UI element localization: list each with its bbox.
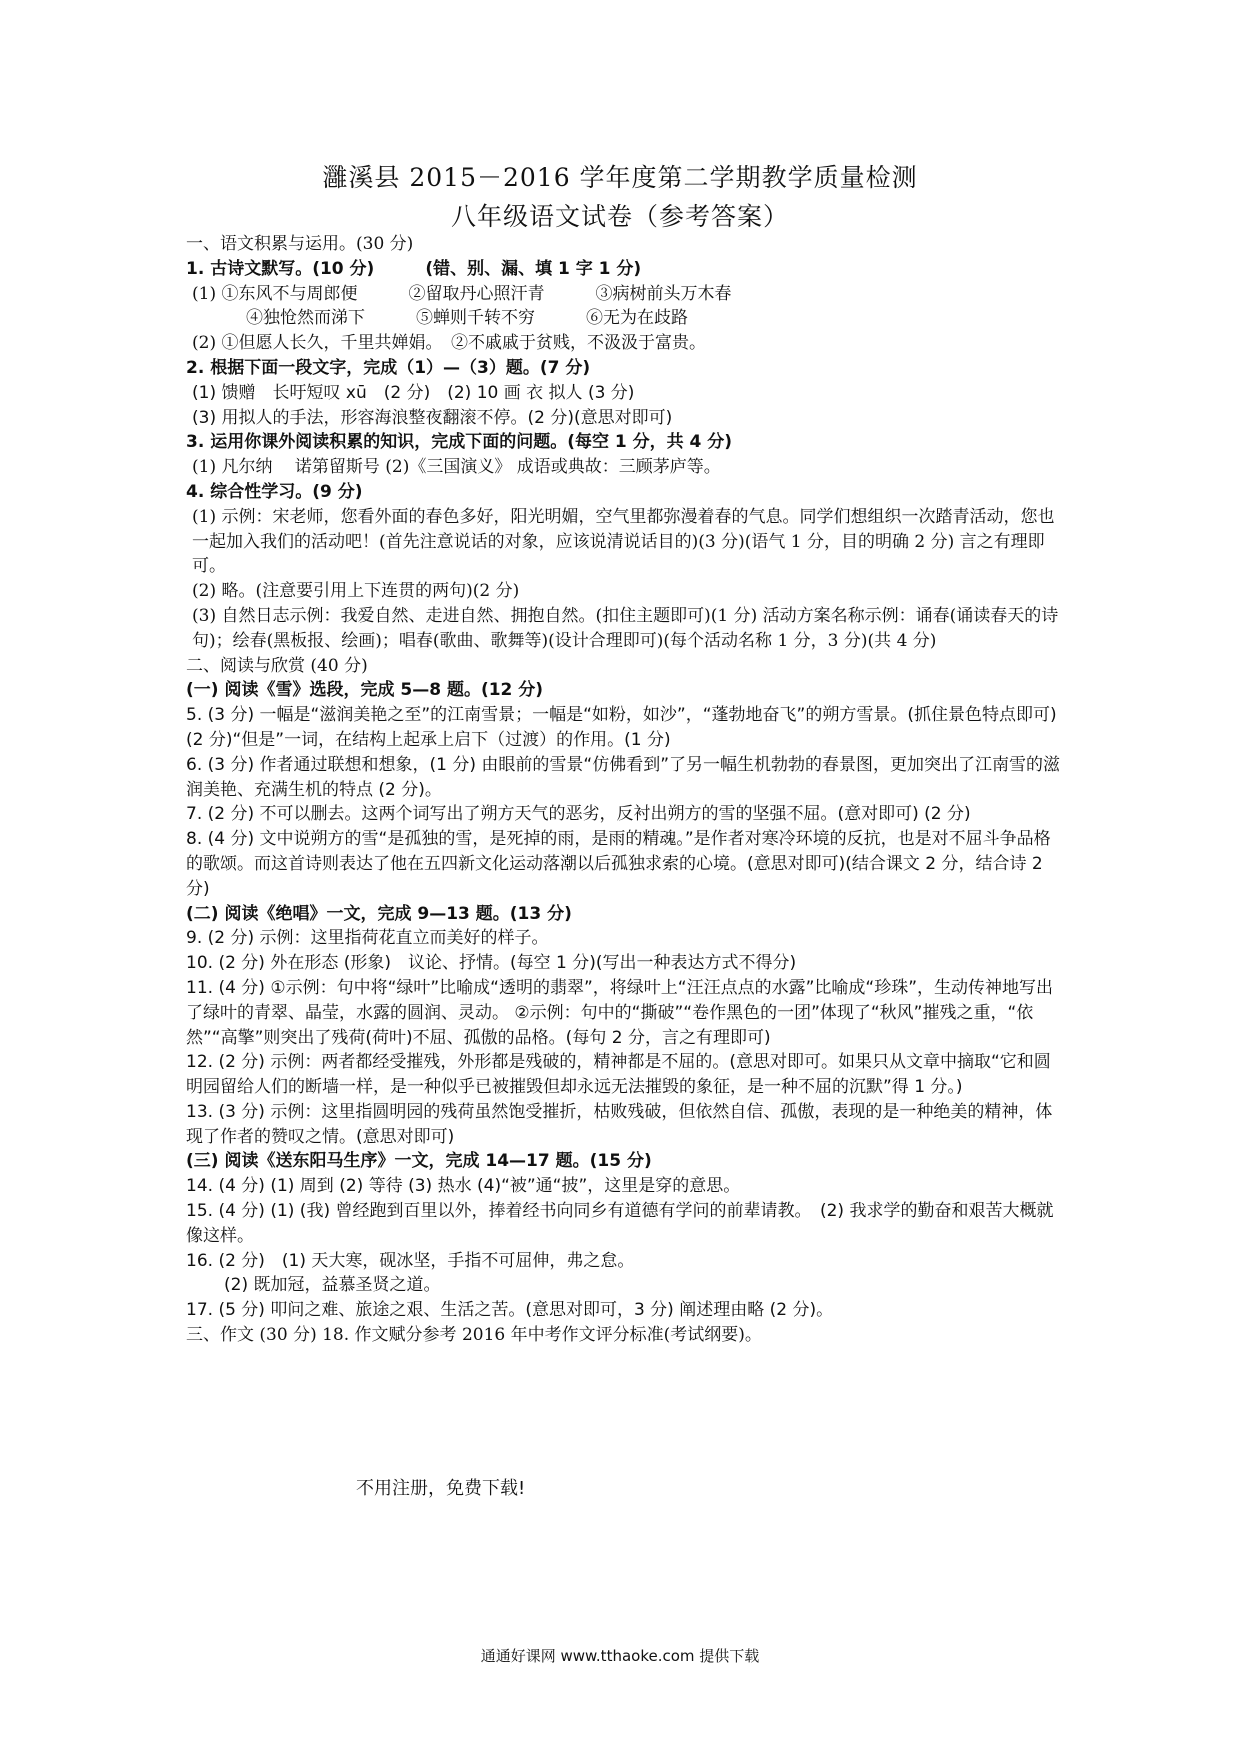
question-heading: (三) 阅读《送东阳马生序》一文，完成 14—17 题。(15 分)	[186, 1151, 652, 1172]
answer-line: (1) 馈赠 长吁短叹 xū (2 分) (2) 10 画 衣 拟人 (3 分)	[192, 382, 635, 403]
answer-line: (2) ①但愿人长久，千里共婵娟。 ②不戚戚于贫贱，不汲汲于富贵。	[192, 333, 706, 354]
question-heading: (一) 阅读《雪》选段，完成 5—8 题。(12 分)	[186, 680, 544, 701]
answer-line: ④独怆然而涕下 ⑤蝉则千转不穷 ⑥无为在歧路	[246, 308, 688, 329]
answer-paragraph: 7. (2 分) 不可以删去。这两个词写出了朔方天气的恶劣，反衬出朔方的雪的坚强不屈。(意对即可) (2 分)	[186, 804, 971, 825]
question-heading: 2. 根据下面一段文字，完成（1）—（3）题。(7 分)	[186, 357, 591, 378]
question-heading: 1. 古诗文默写。(10 分) (错、别、漏、填 1 字 1 分)	[186, 258, 642, 279]
answer-paragraph: 6. (3 分) 作者通过联想和想象，(1 分) 由眼前的雪景“仿佛看到”了另一幅生机勃勃的春景图，更加突出了江南雪的滋润美艳、充满生机的特点 (2 分)。	[186, 754, 1061, 800]
answer-line: 17. (5 分) 叩问之难、旅途之艰、生活之苦。(意思对即可，3 分) 阐述理由略 (2 分)。	[186, 1300, 834, 1321]
answer-line: (3) 用拟人的手法，形容海浪整夜翻滚不停。(2 分)(意思对即可)	[192, 407, 673, 428]
answer-line: 16. (2 分) (1) 天大寒，砚冰坚，手指不可屈伸，弗之怠。	[186, 1250, 635, 1271]
answer-line: (2) 略。(注意要引用上下连贯的两句)(2 分)	[192, 581, 520, 602]
answer-line: (2) 既加冠，益慕圣贤之道。	[224, 1275, 441, 1296]
section-heading: 一、语文积累与运用。(30 分)	[186, 234, 414, 254]
answer-paragraph: (3) 自然日志示例：我爱自然、走进自然、拥抱自然。(扣住主题即可)(1 分) 活动方案名称示例：诵春(诵读春天的诗句)；绘春(黑板报、绘画)；唱春(歌曲、歌舞等)(设计合理即可)(每个活动名称 1 分，3 分)(共 4 分)	[192, 605, 1059, 651]
answer-paragraph: (1) 示例：宋老师，您看外面的春色多好，阳光明媚，空气里都弥漫着春的气息。同学们想组织一次踏青活动，您也一起加入我们的活动吧！(首先注意说话的对象，应该说清说话目的)(3 分)(语气 1 分，目的明确 2 分) 言之有理即可。	[192, 506, 1055, 577]
question-heading: 4. 综合性学习。(9 分)	[186, 481, 363, 502]
document-subtitle: 八年级语文试卷（参考答案）	[450, 202, 789, 231]
answer-line: 14. (4 分) (1) 周到 (2) 等待 (3) 热水 (4)“被”通“披”，这里是穿的意思。	[186, 1176, 741, 1197]
answer-line: 9. (2 分) 示例：这里指荷花直立而美好的样子。	[186, 928, 549, 949]
page-footer: 通通好课网 www.tthaoke.com 提供下载	[480, 1647, 760, 1665]
answer-paragraph: 5. (3 分) 一幅是“滋润美艳之至”的江南雪景；一幅是“如粉，如沙”，“蓬勃地奋飞”的朔方雪景。(抓住景色特点即可)(2 分)“但是”一词，在结构上起承上启下（过渡）的作用。(1 分)	[186, 705, 1057, 750]
answer-paragraph: 11. (4 分) ①示例：句中将“绿叶”比喻成“透明的翡翠”，将绿叶上“汪汪点点的水露”比喻成“珍珠”，生动传神地写出了绿叶的青翠、晶莹，水露的圆润、灵动。 ②示例：句中的“撕破”“卷作黑色的一团”体现了“秋风”摧残之重，“依然”“高擎”则突出了残荷(荷叶)不屈、孤傲的品格。(每句 2 分，言之有理即可)	[186, 977, 1054, 1048]
answer-paragraph: 8. (4 分) 文中说朔方的雪“是孤独的雪，是死掉的雨，是雨的精魂。”是作者对寒冷环境的反抗，也是对不屈斗争品格的歌颂。而这首诗则表达了他在五四新文化运动落潮以后孤独求索的心境。(意思对即可)(结合课文 2 分，结合诗 2 分)	[186, 829, 1051, 899]
answer-paragraph: 12. (2 分) 示例：两者都经受摧残，外形都是残破的，精神都是不屈的。(意思对即可。如果只从文章中摘取“它和圆明园留给人们的断墙一样，是一种似乎已被摧毁但却永远无法摧毁的象征，是一种不屈的沉默”得 1 分。)	[186, 1052, 1051, 1098]
question-heading: (二) 阅读《绝唱》一文，完成 9—13 题。(13 分)	[186, 903, 572, 924]
answer-paragraph: 15. (4 分) (1) (我) 曾经跑到百里以外，捧着经书向同乡有道德有学问的前辈请教。 (2) 我求学的勤奋和艰苦大概就像这样。	[186, 1201, 1054, 1246]
section-heading: 三、作文 (30 分) 18. 作文赋分参考 2016 年中考作文评分标准(考试纲要)。	[186, 1325, 762, 1346]
answer-paragraph: 13. (3 分) 示例：这里指圆明园的残荷虽然饱受摧折，枯败残破，但依然自信、孤傲，表现的是一种绝美的精神，体现了作者的赞叹之情。(意思对即可)	[186, 1101, 1053, 1147]
answer-line: 10. (2 分) 外在形态 (形象) 议论、抒情。(每空 1 分)(写出一种表达方式不得分)	[186, 953, 797, 974]
answer-line: (1) 凡尔纳 诺第留斯号 (2)《三国演义》 成语或典故：三顾茅庐等。	[192, 457, 721, 478]
free-download-note: 不用注册，免费下载!	[356, 1478, 526, 1499]
document-title: 灉溪县 2015－2016 学年度第二学期教学质量检测	[322, 163, 918, 192]
question-heading: 3. 运用你课外阅读积累的知识，完成下面的问题。(每空 1 分，共 4 分)	[186, 432, 733, 453]
answer-line: (1) ①东风不与周郎便 ②留取丹心照汗青 ③病树前头万木春	[192, 283, 732, 304]
section-heading: 二、阅读与欣赏 (40 分)	[186, 655, 368, 676]
answer-body	[186, 232, 1066, 1348]
